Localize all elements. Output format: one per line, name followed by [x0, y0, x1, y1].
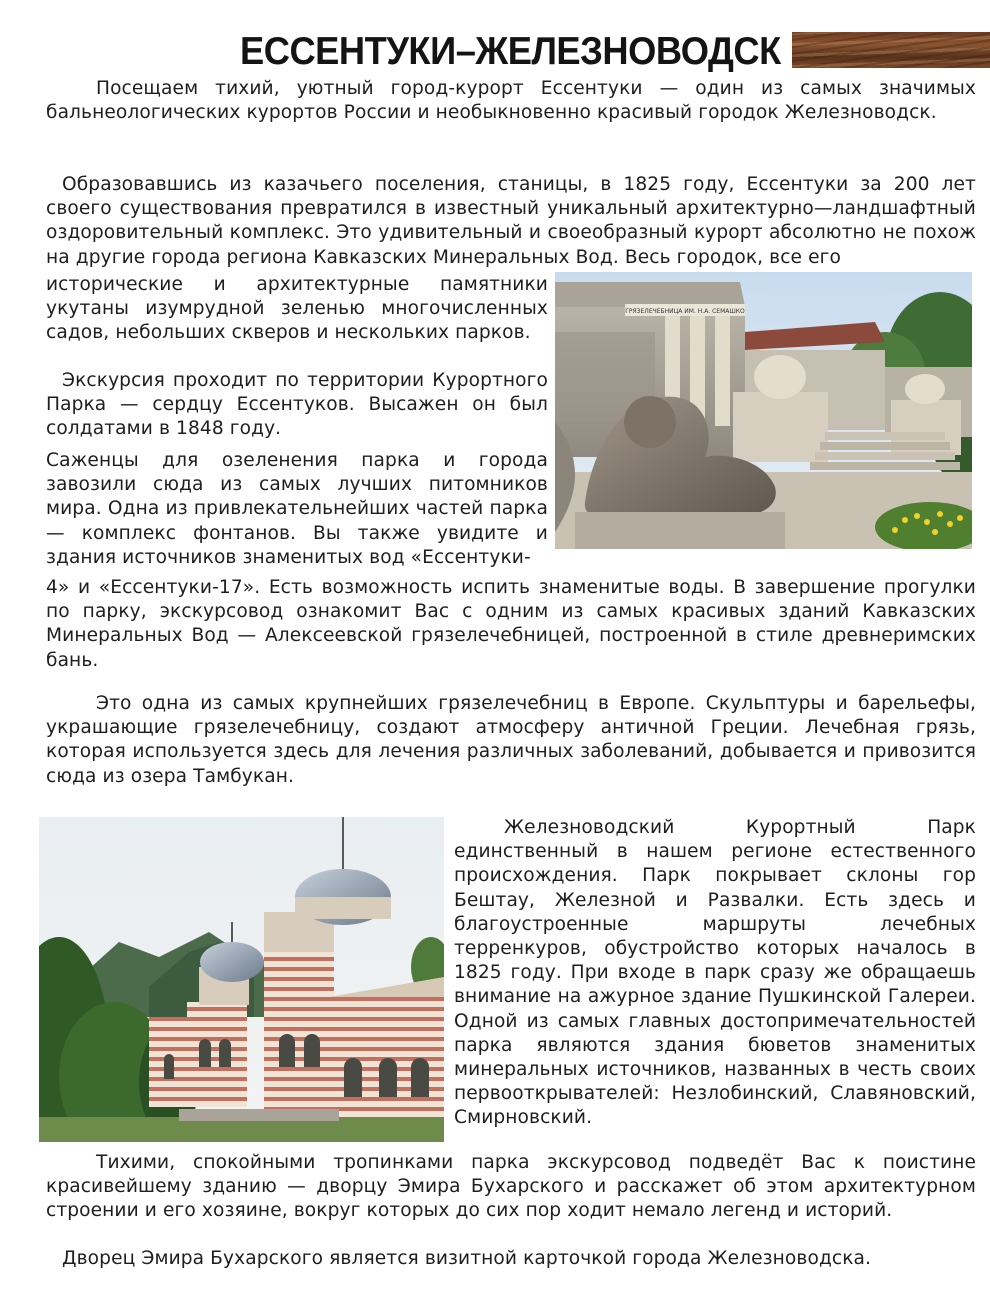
paragraph-emir-palace: Тихими, спокойными тропинками парка экскурсовод подведёт Вас к поистине красивейшему зданию — дворцу Эмира Бухарского и расскажет об этом архитектурном строении и его хозяине, вокруг которых до сих пор ходит немало легенд и историй. — [46, 1152, 976, 1222]
paragraph-excursion: Экскурсия проходит по территории Курортного Парка — сердцу Ессентуков. Высажен он был солдатами в 1848 году. — [46, 370, 548, 440]
paragraph-zheleznovodsk-park: Железноводский Курортный Парк единственный в нашем регионе естественного происхождения. Парк покрывает склоны гор Бештау, Железной и Развалки. Есть здесь и благоустроенные маршруты лечебных терренкуров, обустройство которых началось в 1825 году. При входе в парк сразу же обращаешь внимание на ажурное здание Пушкинской Галереи. Одной из самых главных достопримечательностей парка являются здания бюветов знаменитых минеральных источников, названных в честь своих первооткрывателей: Незлобинский, Славяновский, Смирновский. — [454, 817, 976, 1129]
paragraph-intro: Посещаем тихий, уютный город-курорт Ессентуки — один из самых значимых бальнеологических курортов России и необыкновенно красивый городок Железноводск. — [46, 78, 976, 124]
title-row — [0, 22, 990, 78]
page-title: ЕССЕНТУКИ–ЖЕЛЕЗНОВОДСК — [240, 30, 781, 73]
paragraph-saplings-cont: 4» и «Ессентуки-17». Есть возможность испить знаменитые воды. В завершение прогулки по парку, экскурсовод ознакомит Вас с одним из самых красивых зданий Кавказских Минеральных Вод — Алексеевской грязелечебницей, построенной в стиле древнеримских бань. — [46, 577, 976, 671]
paragraph-palace-card: Дворец Эмира Бухарского является визитной карточкой города Железноводска. — [62, 1248, 872, 1269]
wood-texture-banner — [792, 32, 990, 68]
emir-palace-photo — [39, 817, 444, 1142]
paragraph-history: Образовавшись из казачьего поселения, станицы, в 1825 году, Ессентуки за 200 лет своего существования превратился в известный уникальный архитектурно—ландшафтный оздоровительный комплекс. Это удивительный и своеобразный курорт абсолютно не похож на другие города региона Кавказских Минеральных Вод. Весь городок, все его — [46, 174, 976, 268]
paragraph-history-cont: исторические и архитектурные памятники укутаны изумрудной зеленью многочисленных садов, небольших скверов и нескольких парков. — [46, 274, 548, 344]
mud-bath-lion-photo — [555, 272, 972, 549]
building-inscription: ГРЯЗЕЛЕЧЕБНИЦА ИМ. Н.А. СЕМАШКО — [625, 308, 745, 315]
paragraph-saplings: Саженцы для озеленения парка и города завозили сюда из самых лучших питомников мира. Одна из привлекательнейших частей парка — комплекс фонтанов. Вы также увидите и здания источников знаменитых вод «Ессентуки- — [46, 450, 548, 568]
paragraph-mud-bath: Это одна из самых крупнейших грязелечебниц в Европе. Скульптуры и барельефы, украшающие грязелечебницу, создают атмосферу античной Греции. Лечебная грязь, которая используется здесь для лечения различных заболеваний, добывается и привозится сюда из озера Тамбукан. — [46, 693, 976, 787]
